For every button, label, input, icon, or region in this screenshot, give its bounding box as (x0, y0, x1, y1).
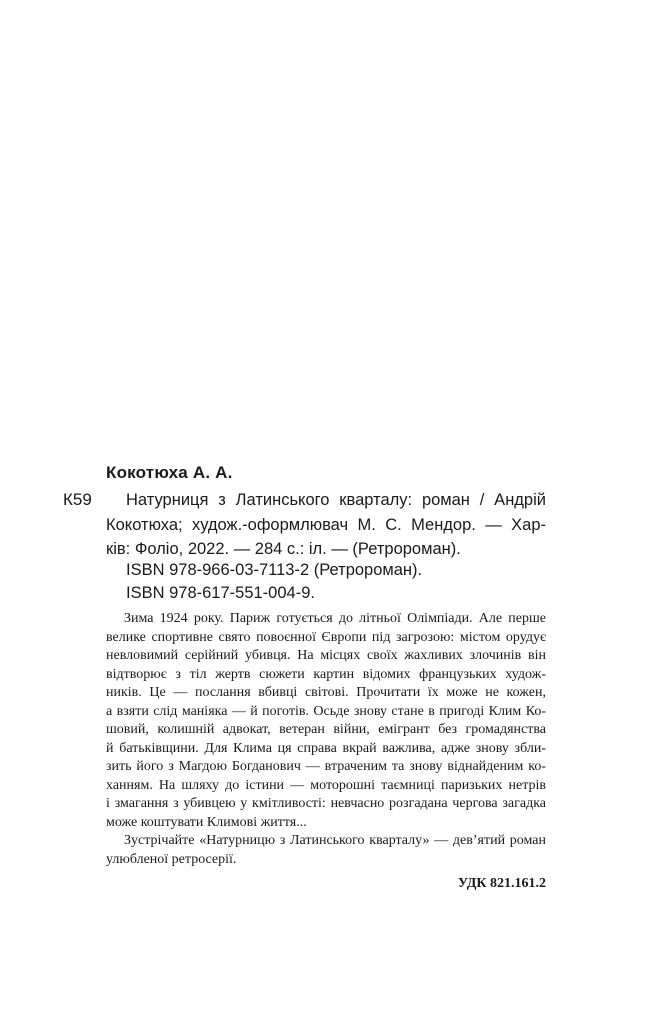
annotation-line: відтворює з тіл жертв сюжети картин відомих французьких худож- (106, 666, 546, 682)
bibliographic-line: ків: Фоліо, 2022. — 284 с.: іл. — (Ретророман). (106, 540, 461, 558)
annotation-line: Зустрічайте «Натурницю з Латинського кварталу» — дев’ятий роман (124, 833, 546, 848)
isbn-book: ISBN 978-617-551-004-9. (126, 584, 315, 602)
annotation (106, 610, 546, 869)
annotation-line: велике спортивне свято повоєнної Європи під загрозою: містом орудує (106, 629, 546, 645)
annotation-line: шовий, колишній адвокат, ветеран війни, емігрант без громадянства (106, 722, 546, 737)
annotation-line: й батьківщини. Для Клима ця справа вкрай важлива, адже знову збли- (106, 740, 546, 756)
annotation-line: Зима 1924 року. Париж готується до літньої Олімпіади. Але перше (124, 611, 546, 626)
bibliographic-description (106, 488, 546, 562)
author-heading: Кокотюха А. А. (106, 463, 233, 482)
library-code: К59 (63, 490, 92, 509)
udk-code: УДК 821.161.2 (457, 876, 546, 891)
annotation-line: улюбленої ретросерії. (106, 851, 237, 867)
annotation-line: може коштувати Климові життя... (106, 814, 307, 830)
annotation-line: ханням. На шляху до істини — моторошні таємниці паризьких нетрів (106, 777, 546, 793)
annotation-line: ників. Це — послання вбивці світові. Прочитати їх може не кожен, (106, 685, 546, 700)
bibliographic-line: Натурниця з Латинського кварталу: роман / Андрій (126, 491, 546, 509)
isbn-series: ISBN 978-966-03-7113-2 (Ретророман). (126, 561, 423, 579)
annotation-line: зить його з Магдою Богданович — втраченим та знову віднайденим ко- (106, 759, 546, 774)
bibliographic-line: Кокотюха; худож.-оформлювач М. С. Мендор. — Хар- (106, 515, 546, 534)
annotation-line: а взяти слід маніяка — й поготів. Осьде знову стане в пригоді Клим Ко- (106, 703, 546, 719)
annotation-line: і змагання з убивцею у кмітливості: невчасно розгадана чергова загадка (106, 796, 546, 811)
annotation-line: невловимий серійний убивця. На місцях своїх жахливих злочинів він (106, 648, 546, 663)
